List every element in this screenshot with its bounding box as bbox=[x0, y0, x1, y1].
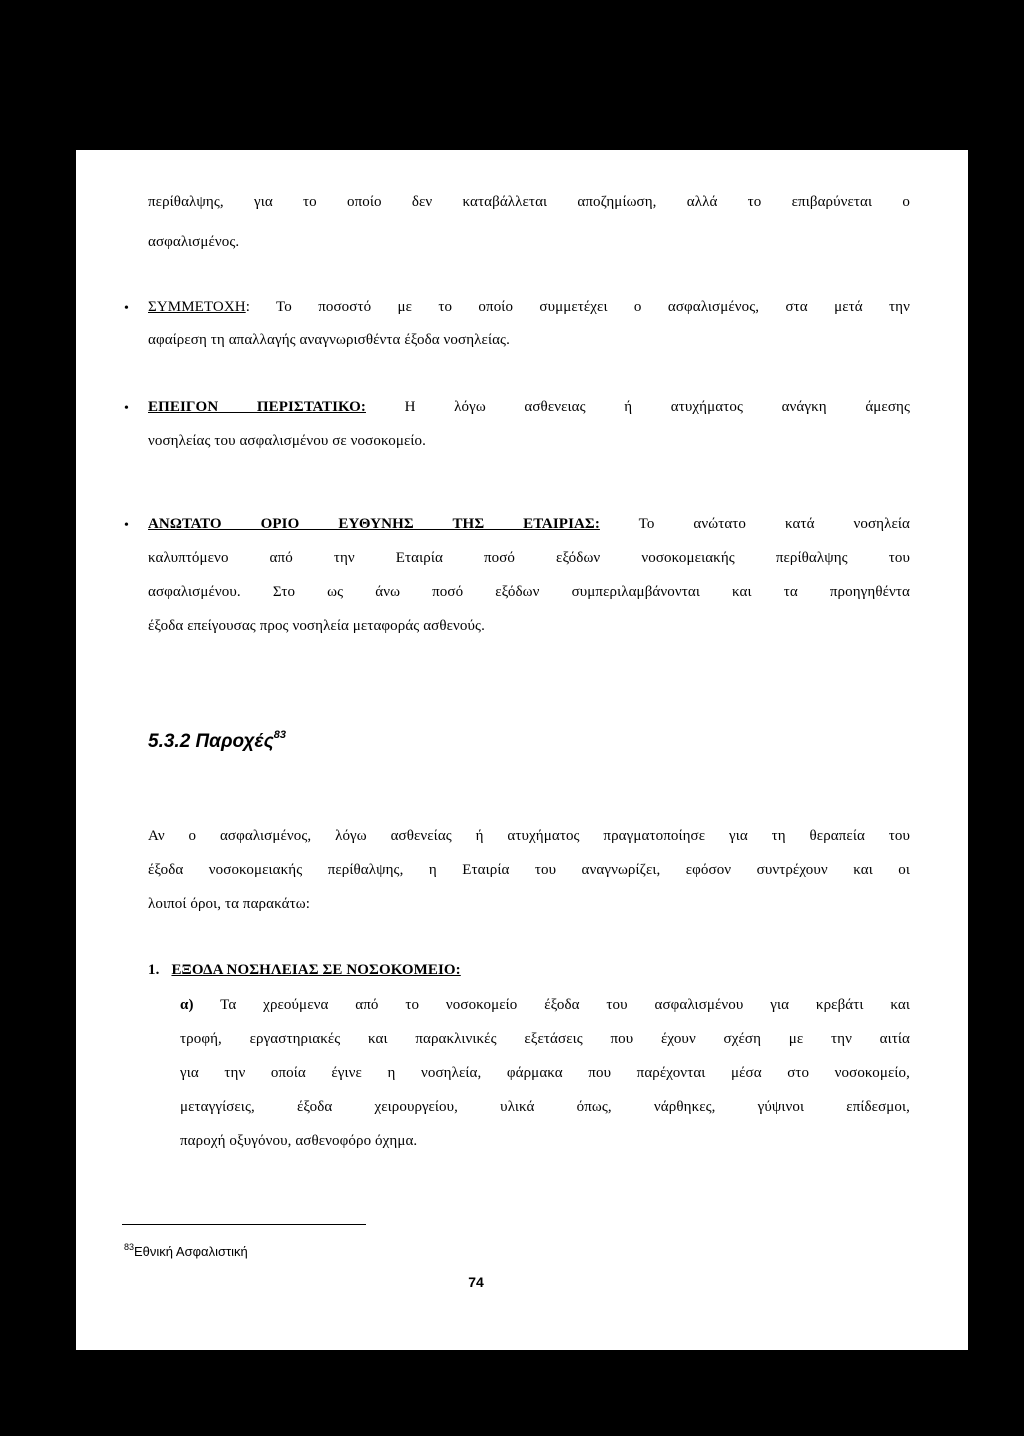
definition-liability-limit bbox=[148, 514, 910, 534]
footnote-number: 83 bbox=[124, 1242, 135, 1252]
definition-term: ΕΠΕΙΓΟΝ ΠΕΡΙΣΤΑΤΙΚΟ: bbox=[148, 399, 366, 415]
definition-text: Το ανώτατο κατά νοσηλεία bbox=[599, 516, 910, 532]
sub-label: α) bbox=[180, 997, 194, 1013]
numbered-item-heading bbox=[148, 960, 910, 980]
item-line: τροφή, εργαστηριακές και παρακλινικές εξετάσεις που έχουν σχέση με την αιτία bbox=[180, 1031, 910, 1047]
definition-line: αφαίρεση τη απαλλαγής αναγνωρισθέντα έξοδα νοσηλείας. bbox=[148, 332, 510, 348]
definition-line: νοσηλείας του ασφαλισμένου σε νοσοκομείο. bbox=[148, 433, 427, 449]
definition-line: ασφαλισμένου. Στο ως άνω ποσό εξόδων συμπεριλαμβάνονται και τα προηγηθέντα bbox=[148, 584, 910, 600]
definition-line: καλυπτόμενο από την Εταιρία ποσό εξόδων νοσοκομειακής περίθαλψης του bbox=[148, 550, 910, 566]
definition-text: : Το ποσοστό με το οποίο συμμετέχει ο ασφαλισμένος, στα μετά την bbox=[245, 299, 910, 315]
definition-participation bbox=[148, 297, 910, 317]
footnote bbox=[124, 1238, 248, 1261]
item-title: ΕΞΟΔΑ ΝΟΣΗΛΕΙΑΣ ΣΕ ΝΟΣΟΚΟΜΕΙΟ: bbox=[171, 962, 461, 978]
footnote-divider bbox=[122, 1224, 366, 1225]
definition-term: ΣΥΜΜΕΤΟΧΗ bbox=[148, 299, 246, 315]
paragraph-line: έξοδα νοσοκομειακής περίθαλψης, η Εταιρία του αναγνωρίζει, εφόσον συντρέχουν και οι bbox=[148, 862, 910, 878]
definition-line: έξοδα επείγουσας προς νοσηλεία μεταφοράς ασθενούς. bbox=[148, 618, 485, 634]
document-page bbox=[76, 150, 968, 1350]
definition-term: ΑΝΩΤΑΤΟ ΟΡΙΟ ΕΥΘΥΝΗΣ ΤΗΣ ΕΤΑΙΡΙΑΣ: bbox=[148, 516, 600, 532]
item-line: για την οποία έγινε η νοσηλεία, φάρμακα που παρέχονται μέσα στο νοσοκομείο, bbox=[180, 1065, 910, 1081]
bullet-marker: • bbox=[124, 518, 129, 533]
sub-text: Τα χρεούμενα από το νοσοκομείο έξοδα του ασφαλισμένου για κρεβάτι και bbox=[220, 997, 910, 1013]
footnote-ref: 83 bbox=[273, 729, 286, 741]
bullet-marker: • bbox=[124, 301, 129, 316]
item-sub-paragraph bbox=[180, 995, 910, 1015]
paragraph-line: Αν ο ασφαλισμένος, λόγω ασθενείας ή ατυχήματος πραγματοποίησε για τη θεραπεία του bbox=[148, 828, 910, 844]
paragraph-line: λοιποί όροι, τα παρακάτω: bbox=[148, 896, 310, 912]
paragraph-line: περίθαλψης, για το οποίο δεν καταβάλλεται αποζημίωση, αλλά το επιβαρύνεται ο bbox=[148, 194, 910, 210]
item-line: παροχή οξυγόνου, ασθενοφόρο όχημα. bbox=[180, 1133, 418, 1149]
item-number: 1. bbox=[148, 962, 160, 978]
footnote-text: Εθνική Ασφαλιστική bbox=[134, 1244, 248, 1259]
page-number: 74 bbox=[468, 1274, 484, 1290]
section-title: 5.3.2 Παροχές bbox=[148, 731, 274, 752]
item-line: μεταγγίσεις, έξοδα χειρουργείου, υλικά όπως, νάρθηκες, γύψινοι επίδεσμοι, bbox=[180, 1099, 910, 1115]
section-heading bbox=[148, 723, 286, 754]
paragraph-line: ασφαλισμένος. bbox=[148, 234, 240, 250]
bullet-marker: • bbox=[124, 401, 129, 416]
definition-emergency bbox=[148, 397, 910, 417]
definition-text: Η λόγω ασθενειας ή ατυχήματος ανάγκη άμεσης bbox=[366, 399, 910, 415]
